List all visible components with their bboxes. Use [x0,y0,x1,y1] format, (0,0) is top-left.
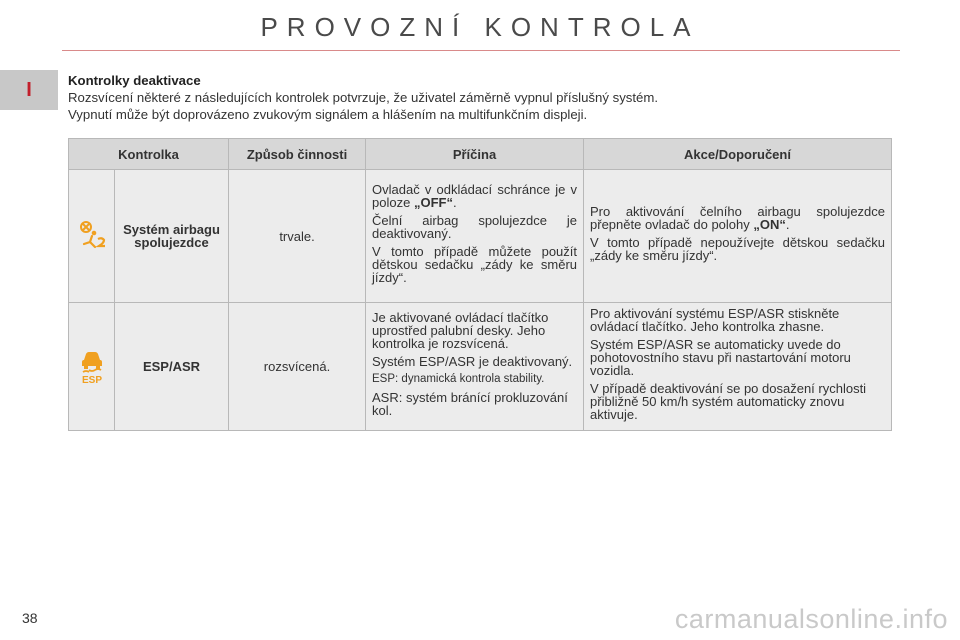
chapter-tab: I [0,70,58,110]
row-action: Pro aktivování čelního airbagu spolujezdce přepněte ovladač do polohy „ON“. V tomto případě nepoužívejte dětskou sedačku „zády ke směru jízdy“. [584,170,892,303]
row-name: Systém airbagu spolujezdce [115,170,229,303]
row-mode: trvale. [229,170,366,303]
airbag-off-icon [77,238,107,253]
watermark: carmanualsonline.info [674,604,948,634]
header-pricina: Příčina [366,139,584,170]
header-akce: Akce/Doporučení [584,139,892,170]
table-header-row [69,139,892,170]
row-cause: Je aktivované ovládací tlačítko uprostřed palubní desky. Jeho kontrolka je rozsvícená. Systém ESP/ASR je deaktivovaný. ESP: dynamická kontrola stability. ASR: systém bránící prokluzování kol. [366,303,584,431]
warning-lights-table [68,138,892,431]
svg-text:ESP: ESP [81,375,102,384]
intro-paragraph-1: Rozsvícení některé z následujících kontrolek potvrzuje, že uživatel záměrně vypnul příslušný systém. [68,90,659,105]
page-title: PROVOZNÍ KONTROLA [260,12,700,42]
header-zpusob: Způsob činnosti [229,139,366,170]
icon-cell [69,170,115,303]
page-number: 38 [22,610,38,626]
table-row [69,170,892,303]
section-heading: Kontrolky deaktivace [68,73,201,88]
title-divider [62,50,900,51]
intro-paragraph-2: Vypnutí může být doprovázeno zvukovým signálem a hlášením na multifunkčním displeji. [68,107,588,122]
header-kontrolka: Kontrolka [69,139,229,170]
table-row [69,303,892,431]
row-name: ESP/ASR [115,303,229,431]
intro-section [68,72,928,123]
esp-off-icon [77,372,107,387]
row-cause: Ovladač v odkládací schránce je v poloze „OFF“. Čelní airbag spolujezdce je deaktivovaný. V tomto případě můžete použít dětskou sedačku „zády ke směru jízdy“. [366,170,584,303]
row-mode: rozsvícená. [229,303,366,431]
icon-cell [69,303,115,431]
row-action: Pro aktivování systému ESP/ASR stiskněte ovládací tlačítko. Jeho kontrolka zhasne. Systém ESP/ASR se automaticky uvede do pohotovostního stavu při nastartování motoru vozidla. V případě deaktivování se po dosažení rychlosti přibližně 50 km/h systém automaticky znovu aktivuje. [584,303,892,431]
